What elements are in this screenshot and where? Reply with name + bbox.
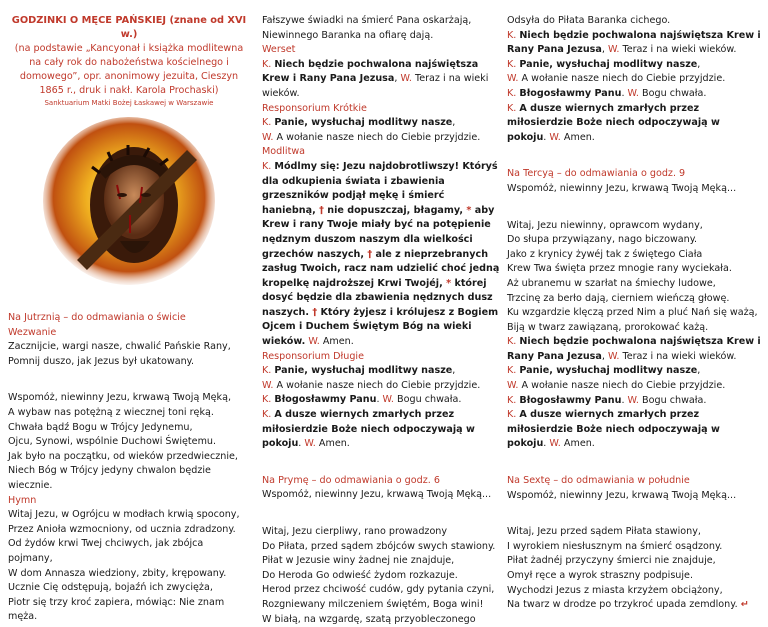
text-line: Witaj, Jezu cierpliwy, rano prowadzony xyxy=(262,526,448,537)
text-line: wiecznie. xyxy=(8,479,53,491)
versicle: K. Panie, wysłuchaj modlitwy nasze, xyxy=(507,365,701,377)
text-line: Trzcinę za berło dają, cierniem wieńczą głowę. xyxy=(507,292,730,304)
wezwanie-heading: Wezwanie xyxy=(8,326,57,338)
text-line: Biją w twarz zawiązaną, prorokować każą. xyxy=(507,321,709,333)
text-line: Wspomóż, niewinny Jezu, krwawą Twoją Męką, xyxy=(8,392,232,404)
text-line: Krew Twa święta przez mnogie rany wyciekała. xyxy=(507,263,732,275)
prime-heading: Na Prymę – do odmawiania o godz. 6 xyxy=(262,474,440,486)
text-line: Do słupa przywiązany, nago biczowany. xyxy=(507,234,698,246)
text-line: Wspomóż, niewinny Jezu, krwawą Twoją Męką... xyxy=(507,182,737,194)
text-line: Przez Anioła wzmocniony, od ucznia zdradzony. xyxy=(8,523,236,535)
response: W. A wołanie nasze niech do Ciebie przyjdzie. xyxy=(262,131,481,143)
sext-heading: Na Sextę – do odmawiania w południe xyxy=(507,475,690,487)
text-line: Zacznijcie, wargi nasze, chwalić Pańskie Rany, xyxy=(8,341,231,353)
versicle: K. Panie, wysłuchaj modlitwy nasze, xyxy=(507,58,701,70)
text-line: A wybaw nas potężną z wiecznej toni ręką. xyxy=(8,406,214,418)
response: W. A wołanie nasze niech do Ciebie przyjdzie. xyxy=(507,380,726,392)
text-line: Niech Bóg w Trójcy jedyny chwalon będzie xyxy=(8,465,211,477)
versicle: K. Panie, wysłuchaj modlitwy nasze, xyxy=(262,365,456,377)
column-3 xyxy=(507,14,761,611)
text-line: Odsyła do Piłata Baranka cichego. xyxy=(507,15,671,26)
text-line: Omył ręce a wyrok straszny podpisuje. xyxy=(507,570,694,581)
versicle: K. Niech będzie pochwalona najświętsza Krew i Rany Pana Jezusa, W. Teraz i na wieki wieków. xyxy=(507,336,761,362)
document-title: GODZINKI O MĘCE PAŃSKIEJ (znane od XVI w.) xyxy=(11,15,247,40)
text-line: Fałszywe świadki na śmierć Pana oskarżają, xyxy=(262,15,472,26)
document-subtitle: (na podstawie „Kancyonał i książka modlitewna na cały rok do nabożeństwa kościelnego i domowego”, opr. anonimowy jezuita, Cieszyn 1865 r., druk i nakł. Karola Prochaski) xyxy=(14,43,244,96)
text-line: Ojcu, Synowi, wspólnie Duchowi Świętemu. xyxy=(8,436,217,448)
versicle: K. Błogosławmy Panu. W. Bogu chwała. xyxy=(262,394,462,406)
versicle: K. Panie, wysłuchaj modlitwy nasze, xyxy=(262,117,456,129)
text-line: W białą, na wzgardę, szatą przyobleczonego xyxy=(262,613,476,625)
column-2 xyxy=(262,14,500,625)
hymn-heading: Hymn xyxy=(8,494,37,506)
text-line: Wychodzi Jezus z miasta krzyżem obciążony, xyxy=(507,584,723,596)
text-line: Witaj Jezu, w Ogrójcu w modłach krwią spocony, xyxy=(8,509,240,521)
responsory-short-heading: Responsorium Krótkie xyxy=(262,102,367,114)
text-line: Witaj, Jezu niewinny, oprawcom wydany, xyxy=(507,219,703,231)
versicle: K. A dusze wiernych zmarłych przez miłosierdzie Boże niech odpoczywają w pokoju. W. Amen. xyxy=(507,102,720,143)
text-line: Jak było na początku, od wieków przedwiecznie, xyxy=(8,450,238,462)
terce-heading: Na Tercyą – do odmawiania o godz. 9 xyxy=(507,168,686,180)
text-line: Chwała bądź Bogu w Trójcy Jedynemu, xyxy=(8,421,193,433)
text-line: Piłat żadnéj przyczyny śmierci nie znajduje, xyxy=(507,555,716,567)
versicle: K. Błogosławmy Panu. W. Bogu chwała. xyxy=(507,394,707,406)
werset-heading: Werset xyxy=(262,44,296,56)
text-line: Ku wzgardzie klęczą przed Nim a pluć Nań się ważą, xyxy=(507,307,758,319)
text-line: Ucznie Cię odstępują, bojaźń ich zwycięża, xyxy=(8,582,213,594)
versicle: K. Błogosławmy Panu. W. Bogu chwała. xyxy=(507,87,707,99)
text-line: Piłat w Jezusie winy żadnej nie znajduje, xyxy=(262,555,455,567)
versicle: K. A dusze wiernych zmarłych przez miłosierdzie Boże niech odpoczywają w pokoju. W. Amen. xyxy=(507,409,720,450)
text-line: Wspomóż, niewinny Jezu, krwawą Twoją Męką... xyxy=(507,489,737,501)
column-1 xyxy=(8,14,250,623)
prayer-text: K. Módlmy się: Jezu najdobrotliwszy! Któryś dla odkupienia świata i zbawienia grzeszników podjął mękę i śmierć haniebną, † nie dopuszczaj, błagamy, * aby Krew i rany Twoje miały być na potępienie nędznym duszom naszym dla wielkości grzechów naszych, † ale z nieprzebranych zasług Twoich, racz nam udzielić choć jedną kropelkę najdroższej Krwi Twojéj, * której dosyć będzie dla zbawienia nędznych dusz naszych. † Który żyjesz i królujesz z Bogiem Ojcem i Duchem Świętym Bóg na wieki wieków. W. Amen. xyxy=(262,160,500,348)
versicle: K. A dusze wiernych zmarłych przez miłosierdzie Boże niech odpoczywają w pokoju. W. Amen. xyxy=(262,409,475,450)
versicle: K. Niech będzie pochwalona najświętsza Krew i Rany Pana Jezusa, W. Teraz i na wieki wieków. xyxy=(262,58,489,99)
text-line: Piotr się trzy kroć zapiera, mówiąc: Nie znam męża. xyxy=(8,596,225,623)
sanctuary-name: Sanktuarium Matki Bożej Łaskawej w Warszawie xyxy=(44,99,214,107)
text-line: Od żydów krwi Twej chciwych, jak zbójca pojmany, xyxy=(8,538,204,564)
responsory-long-heading: Responsorium Długie xyxy=(262,350,364,362)
text-line: Witaj, Jezu przed sądem Piłata stawiony, xyxy=(507,526,701,538)
versicle: K. Niech będzie pochwalona najświętsza Krew i Rany Pana Jezusa, W. Teraz i na wieki wieków. xyxy=(507,29,761,56)
text-line: Herod przez chciwość cudów, gdy pytania czyni, xyxy=(262,584,495,596)
matins-heading: Na Jutrznią – do odmawiania o świcie xyxy=(8,312,186,323)
prayer-heading: Modlitwa xyxy=(262,146,306,158)
text-line: Pomnij duszo, jak Jezus był ukatowany. xyxy=(8,355,195,367)
text-line: I wyrokiem niesłusznym na śmierć osądzony. xyxy=(507,540,723,552)
text-line: Na twarz w drodze po trzykroć upada zemdlony. ↵ xyxy=(507,599,749,611)
text-line: Aż ubranemu w szarłat na śmiechy ludowe, xyxy=(507,277,716,289)
response: W. A wołanie nasze niech do Ciebie przyjdzie. xyxy=(507,73,726,85)
text-line: Wspomóż, niewinny Jezu, krwawą Twoją Męką... xyxy=(262,489,492,501)
text-line: Rozgniewany milczeniem świętém, Boga wini! xyxy=(262,598,484,610)
jesus-crown-of-thorns-image xyxy=(42,115,216,289)
text-line: Do Heroda Go odwieść żydom rozkazuje. xyxy=(262,569,458,581)
text-line: W dom Annasza wiedziony, zbity, krępowany. xyxy=(8,567,227,579)
text-line: Jako z krynicy żywéj tak z świętego Ciała xyxy=(507,248,703,260)
text-line: Do Piłata, przed sądem zbójców swych stawiony. xyxy=(262,540,496,552)
response: W. A wołanie nasze niech do Ciebie przyjdzie. xyxy=(262,379,481,391)
text-line: Niewinnego Baranka na ofiarę dają. xyxy=(262,29,434,41)
continue-arrow-icon: ↵ xyxy=(740,599,749,611)
